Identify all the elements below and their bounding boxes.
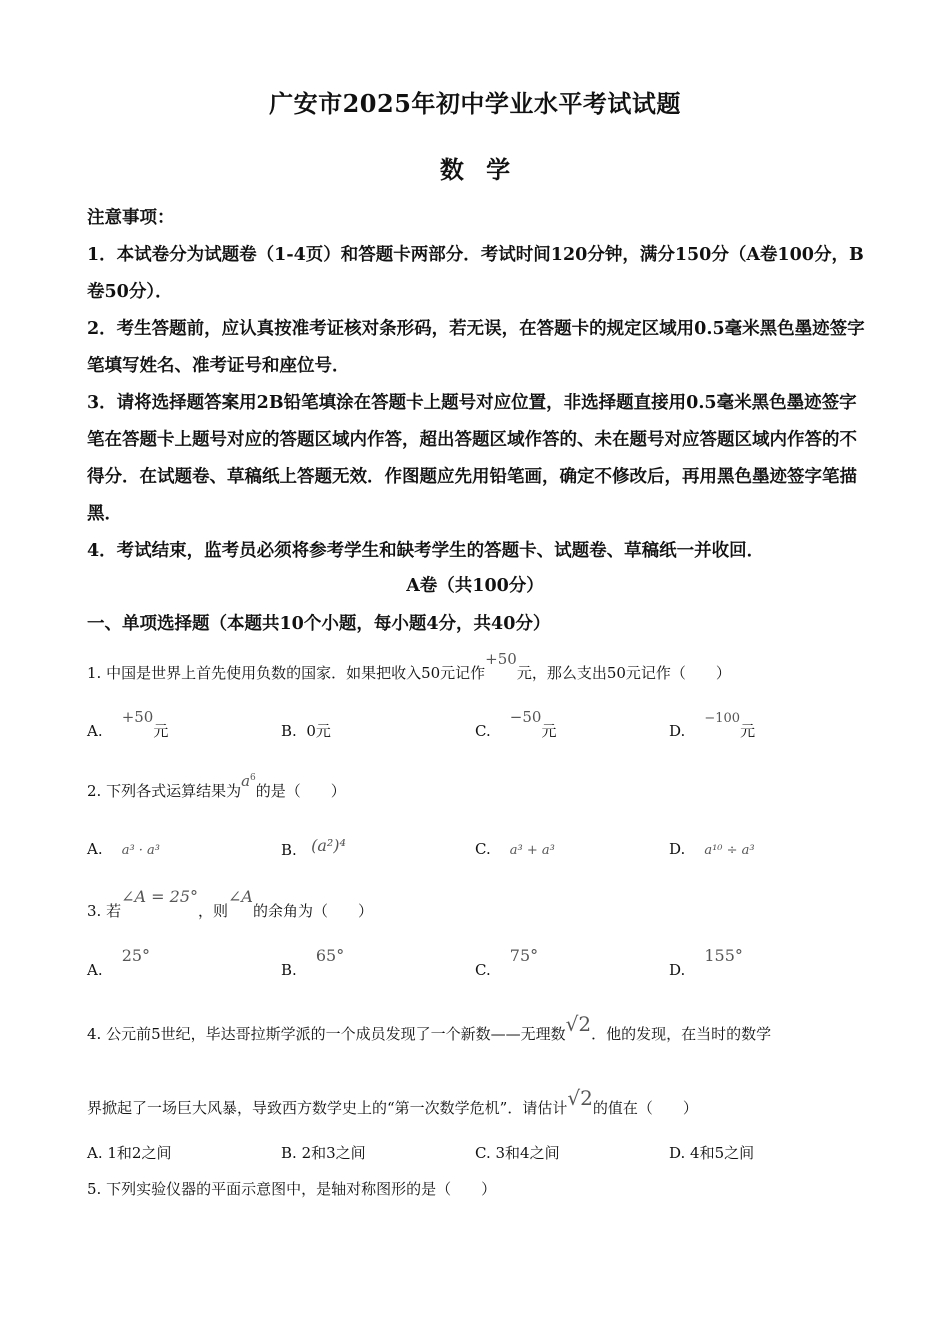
q4-option-b (281, 1142, 366, 1163)
subject-title: 数 学 (439, 155, 511, 184)
option-math: a³ · a³ (121, 843, 161, 858)
question-5: 5. 下列实验仪器的平面示意图中，是轴对称图形的是（ ） (87, 1180, 497, 1198)
option-math: a³ + a³ (509, 843, 555, 858)
option-math: a¹⁰ ÷ a³ (704, 843, 755, 858)
q2-option-a (87, 840, 160, 858)
q3-option-d (669, 946, 743, 979)
option-label: B. (281, 722, 297, 740)
option-label: D. (669, 722, 686, 740)
q4-option-d (669, 1142, 754, 1163)
q1-text-a: 1. 中国是世界上首先使用负数的国家．如果把收入50元记作 (87, 664, 486, 682)
section-a-title: A卷（共100分） (406, 576, 544, 596)
option-text: 1和2之间 (107, 1144, 172, 1162)
note-item-4: 4．考试结束，监考员必须将参考学生和缺考学生的答题卡、试题卷、草稿纸一并收回． (87, 541, 765, 561)
q3-text-b: ，则 (198, 902, 229, 920)
note-item-2: 2．考生答题前，应认真按准考证核对条形码，若无误，在答题卡的规定区域用0.5毫米黑色墨迹签字笔填写姓名、准考证号和座位号． (87, 319, 865, 376)
q3-math-a: ∠A = 25° (121, 887, 198, 906)
option-label: B. (281, 1144, 297, 1162)
q2-option-d (669, 840, 755, 858)
q3-math-b: ∠A (228, 887, 253, 906)
q3-option-a (87, 946, 151, 979)
question-4-line-2 (87, 1086, 698, 1118)
option-text: 3和4之间 (495, 1144, 560, 1162)
q3-text-c: 的余角为（ ） (252, 902, 373, 920)
option-label: D. (669, 1144, 686, 1162)
option-math: −50 (509, 708, 542, 726)
option-label: D. (669, 840, 686, 858)
q2-option-c (475, 840, 555, 858)
option-label: B. (281, 841, 297, 859)
note-item-3: 3．请将选择题答案用2B铅笔填涂在答题卡上题号对应位置，非选择题直接用0.5毫米黑色墨迹签字笔在答题卡上题号对应的答题区域内作答，超出答题区域作答的、未在题号对应答题区域内作答的不得分．在试题卷、草稿纸上答题无效．作图题应先用铅笔画，确定不修改后，再用黑色墨迹签字笔描黑． (87, 393, 857, 524)
q1-text-b: 元，那么支出50元记作（ ） (516, 664, 731, 682)
q4-line1-a: 4. 公元前5世纪，毕达哥拉斯学派的一个成员发现了一个新数——无理数 (87, 1025, 566, 1043)
option-label: C. (475, 961, 491, 979)
question-3 (87, 887, 373, 921)
option-math: +50 (121, 708, 154, 726)
q3-option-c (475, 946, 539, 979)
q3-option-b (281, 946, 345, 979)
q2-text-b: 的是（ ） (255, 782, 346, 800)
q1-option-c (475, 708, 557, 741)
q4-sqrt-2: √2 (567, 1086, 593, 1110)
option-unit: 元 (153, 722, 169, 740)
q1-option-a (87, 708, 169, 741)
q4-option-c (475, 1142, 560, 1163)
option-text: 2和3之间 (301, 1144, 366, 1162)
option-label: C. (475, 722, 491, 740)
q1-option-d (669, 711, 756, 741)
exam-title: 广安市2025年初中学业水平考试试题 (269, 89, 681, 118)
q2-option-b (281, 836, 346, 859)
q4-line2-a: 界掀起了一场巨大风暴，导致西方数学史上的“第一次数学危机”．请估计 (87, 1099, 568, 1117)
q4-line2-b: 的值在（ ） (592, 1099, 698, 1117)
option-math: 75° (509, 946, 539, 965)
option-math: (a²)⁴ (311, 836, 346, 855)
option-unit: 元 (541, 722, 557, 740)
option-math: 25° (121, 946, 151, 965)
option-text: 4和5之间 (690, 1144, 755, 1162)
option-label: D. (669, 961, 686, 979)
question-4-line-1 (87, 1012, 772, 1044)
q4-sqrt-1: √2 (565, 1012, 592, 1036)
option-label: B. (281, 961, 297, 979)
q1-math: +50 (485, 650, 517, 668)
q1-option-b (281, 720, 331, 741)
q4-line1-b: ．他的发现，在当时的数学 (591, 1025, 772, 1043)
option-label: A. (87, 1144, 103, 1162)
q4-option-a (87, 1142, 171, 1163)
note-item-1: 1．本试卷分为试题卷（1-4页）和答题卡两部分．考试时间120分钟，满分150分（A卷100分，B卷50分）． (87, 245, 864, 302)
q2-exp: 6 (250, 773, 256, 783)
option-math: 155° (704, 946, 743, 965)
option-label: A. (87, 722, 103, 740)
option-label: A. (87, 961, 103, 979)
q2-base: a (241, 772, 251, 790)
part1-title: 一、单项选择题（本题共10个小题，每小题4分，共40分） (87, 614, 551, 634)
option-math: −100 (704, 711, 741, 726)
option-math: 65° (315, 946, 345, 965)
option-text: 0元 (306, 722, 331, 740)
option-label: C. (475, 840, 491, 858)
notes-heading: 注意事项： (87, 208, 175, 228)
option-label: A. (87, 840, 103, 858)
question-1 (87, 650, 731, 683)
option-label: C. (475, 1144, 491, 1162)
q3-text-a: 3. 若 (87, 902, 122, 920)
question-2 (87, 772, 346, 801)
q2-text-a: 2. 下列各式运算结果为 (87, 782, 242, 800)
option-unit: 元 (740, 722, 756, 740)
